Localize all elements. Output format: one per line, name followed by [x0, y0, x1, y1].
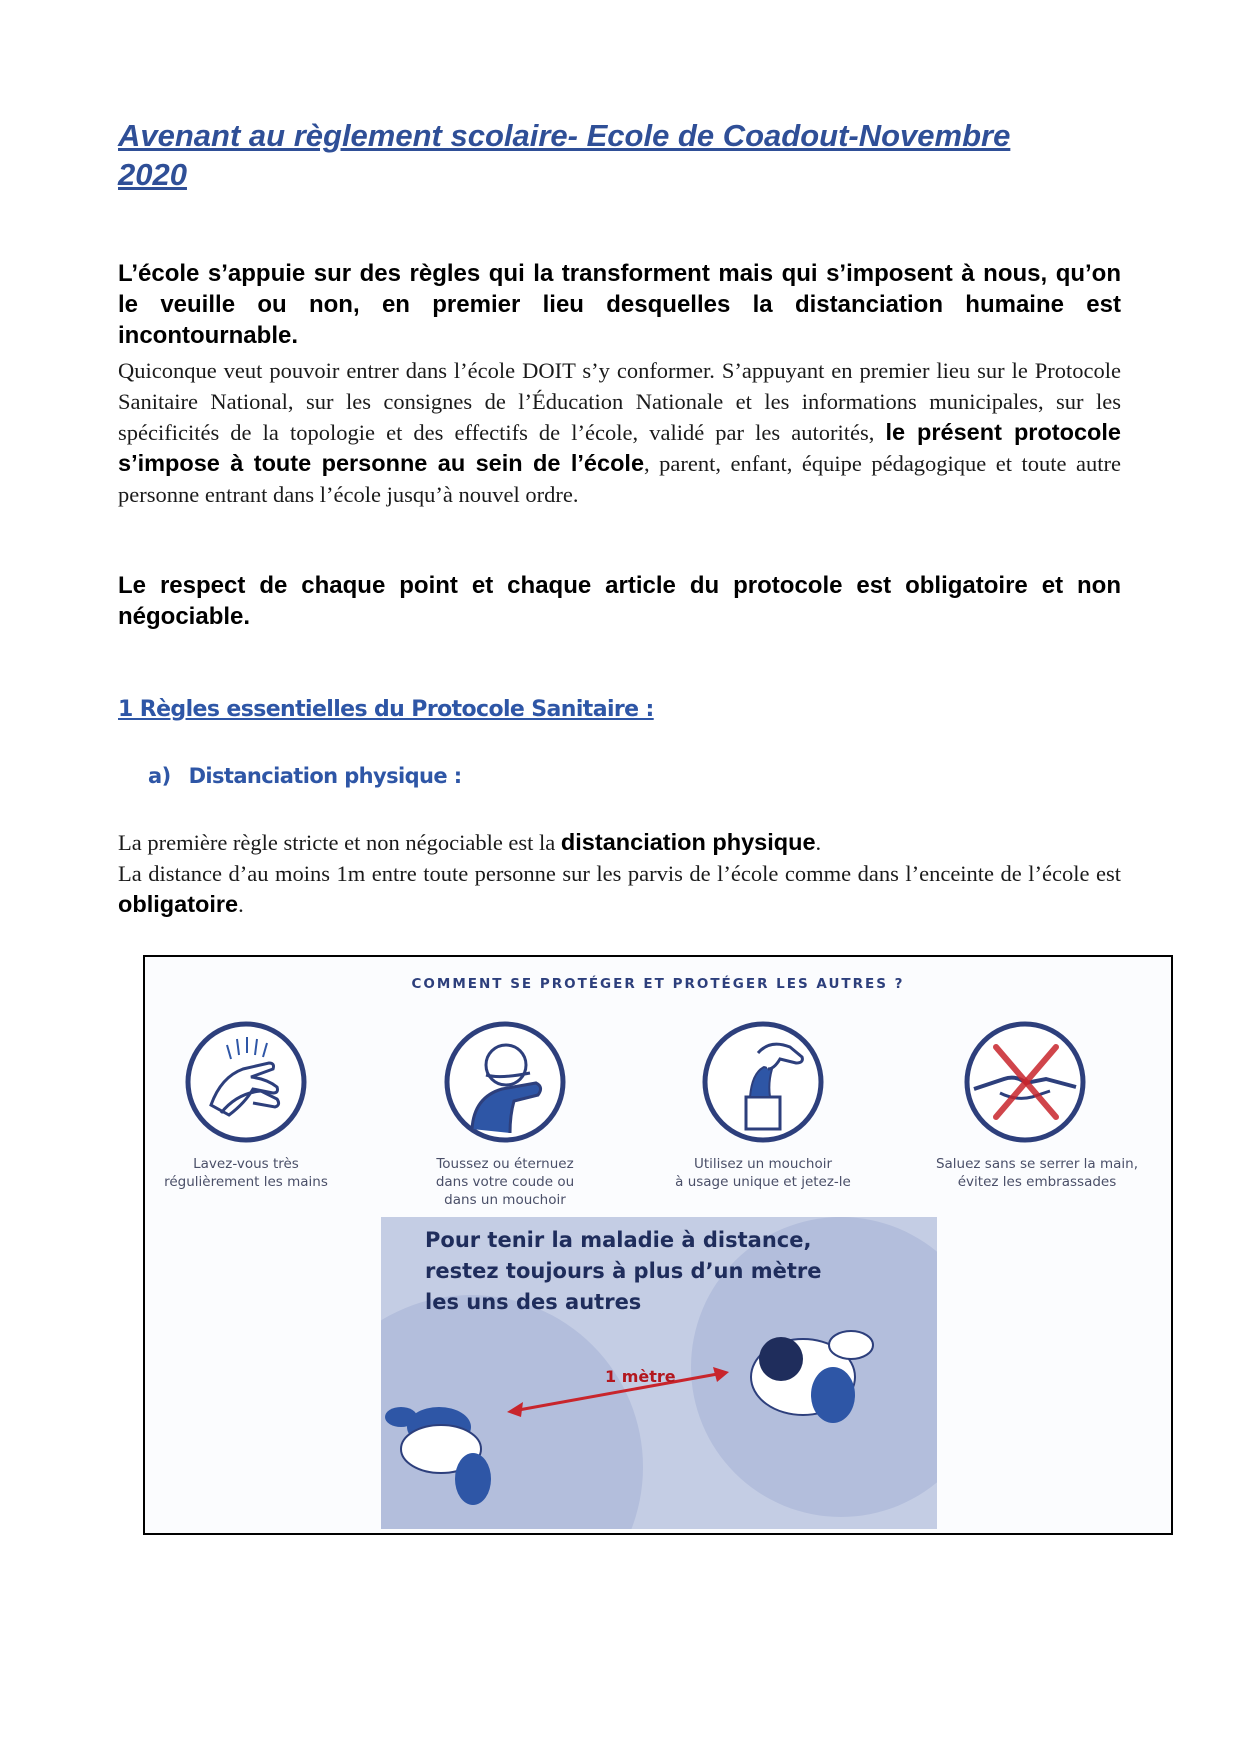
distance-illustration: [381, 1217, 937, 1529]
barrier-gestures-figure: [143, 955, 1173, 1535]
subsection-title: Distanciation physique :: [188, 764, 462, 788]
sneeze-caption-line-3: dans un mouchoir: [444, 1192, 566, 1208]
rule-line-1-end: .: [815, 830, 822, 855]
mandatory-statement: Le respect de chaque point et chaque article du protocole est obligatoire et non négociable.: [118, 572, 1121, 630]
handshake-caption: [897, 1155, 1177, 1191]
document-title: [118, 116, 1128, 194]
tissue-caption-line-1: Utilisez un mouchoir: [693, 1156, 833, 1172]
sneeze-elbow-icon: [440, 1017, 570, 1147]
sneeze-caption-line-2: dans votre coude ou: [435, 1174, 575, 1190]
title-line-2: 2020: [118, 157, 187, 192]
tissue-bin-icon: [698, 1017, 828, 1147]
figure-heading: COMMENT SE PROTÉGER ET PROTÉGER LES AUTRES ?: [411, 976, 905, 992]
sneeze-caption-line-1: Toussez ou éternuez: [436, 1156, 574, 1172]
hand-washing-caption-line-2: régulièrement les mains: [164, 1174, 328, 1190]
hand-washing-icon: [181, 1017, 311, 1147]
distance-message-line-1: Pour tenir la maladie à distance,: [425, 1228, 812, 1252]
rule-line-2: [118, 858, 1121, 920]
distance-label: 1 mètre: [605, 1367, 676, 1386]
no-handshake-icon: [960, 1017, 1090, 1147]
protocol-text-bold: le présent protocole s’impose à toute personne au sein de l’école: [118, 419, 1122, 476]
distancing-rule: [118, 827, 1121, 920]
rule-line-1: [118, 827, 1121, 858]
rule-line-2-text: La distance d’au moins 1m entre toute personne sur les parvis de l’école comme dans l’enceinte de l’école est: [118, 861, 1121, 886]
subsection-heading: [148, 764, 462, 788]
tissue-caption-line-2: à usage unique et jetez-le: [675, 1174, 851, 1190]
protocol-text-part-1: Quiconque veut pouvoir entrer dans l’école DOIT s’y conformer. S’appuyant en premier lieu sur le Protocole Sanitaire National, sur les consignes de l’Éducation Nationale et les informations municipales, sur les spécificités de la topologie et des effectifs de l’école, validé par les autorités,: [118, 358, 1121, 445]
tissue-caption: [643, 1155, 883, 1191]
lead-paragraph: L’école s’appuie sur des règles qui la transforment mais qui s’imposent à nous, qu’on le veuille ou non, en premier lieu desquelles la distanciation humaine est incontournable.: [118, 260, 1121, 349]
subsection-marker: a): [148, 764, 171, 788]
title-line-1: Avenant au règlement scolaire- Ecole de Coadout-Novembre: [118, 118, 1011, 153]
distance-message: [425, 1225, 925, 1318]
sneeze-caption: [385, 1155, 625, 1209]
rule-line-1-bold: distanciation physique: [560, 829, 816, 855]
hand-washing-caption-line-1: Lavez-vous très: [193, 1156, 299, 1172]
distance-message-line-2: restez toujours à plus d’un mètre: [425, 1259, 822, 1283]
rule-line-2-bold: obligatoire: [118, 891, 239, 917]
distance-message-line-3: les uns des autres: [425, 1290, 642, 1314]
protocol-text-part-2: , parent, enfant, équipe pédagogique et toute autre personne entrant dans l’école jusqu’à nouvel ordre.: [118, 451, 1121, 507]
handshake-caption-line-1: Saluez sans se serrer la main,: [935, 1156, 1139, 1172]
rule-line-2-end: .: [238, 892, 244, 917]
hand-washing-caption: [126, 1155, 366, 1191]
section-heading: 1 Règles essentielles du Protocole Sanitaire :: [118, 697, 654, 722]
rule-line-1-text: La première règle stricte et non négociable est la: [118, 830, 561, 855]
handshake-caption-line-2: évitez les embrassades: [957, 1174, 1117, 1190]
protocol-paragraph: [118, 355, 1121, 510]
